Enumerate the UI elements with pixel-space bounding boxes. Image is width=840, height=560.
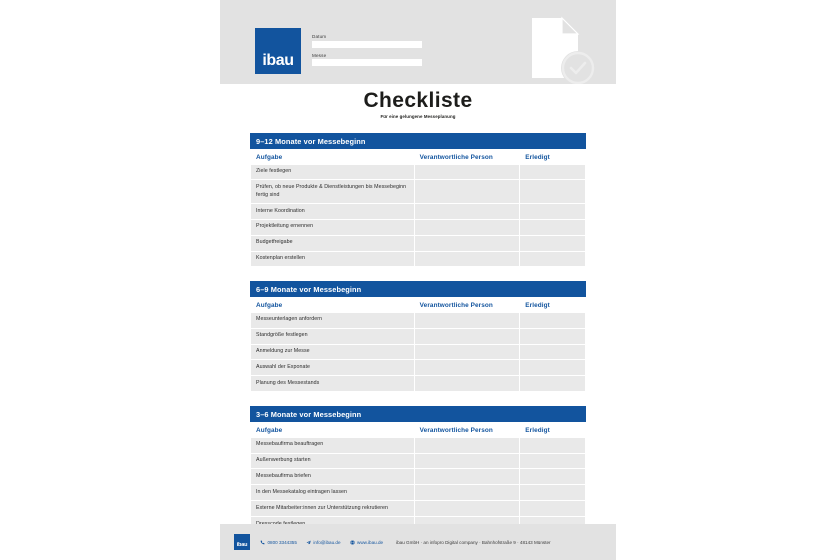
column-header-person: Verantwortliche Person	[419, 426, 493, 434]
task-cell: Prüfen, ob neue Produkte & Dienstleistungen bis Messebeginn fertig sind	[251, 180, 414, 203]
task-cell: Anmeldung zur Messe	[251, 345, 414, 360]
page-subtitle: Für eine gelungene Messeplanung	[380, 114, 456, 120]
person-cell[interactable]	[415, 313, 520, 328]
column-header-person: Verantwortliche Person	[419, 301, 493, 309]
table-header-row	[251, 150, 585, 164]
person-cell[interactable]	[415, 454, 520, 469]
table-row	[251, 252, 585, 267]
task-cell: Planung des Messestands	[251, 376, 414, 391]
done-cell[interactable]	[520, 236, 585, 251]
done-cell[interactable]	[520, 454, 585, 469]
done-cell[interactable]	[520, 438, 585, 453]
section-heading: 3–6 Monate vor Messebeginn	[250, 406, 586, 422]
task-cell: Budgetfreigabe	[251, 236, 414, 251]
document-check-icon	[514, 8, 610, 84]
person-cell[interactable]	[415, 204, 520, 219]
table-row	[251, 329, 585, 344]
ibau-logo-text: ibau	[262, 52, 294, 69]
document-page	[220, 0, 616, 560]
task-cell: Messeunterlagen anfordern	[251, 313, 414, 328]
person-cell[interactable]	[415, 485, 520, 500]
checklist-table	[250, 297, 586, 392]
table-row	[251, 469, 585, 484]
table-row	[251, 165, 585, 180]
page-title: Checkliste	[363, 89, 473, 112]
phone-icon	[260, 540, 265, 545]
footer-contacts	[260, 540, 551, 545]
table-header-row	[251, 298, 585, 312]
person-cell[interactable]	[415, 329, 520, 344]
mail-icon	[306, 540, 311, 545]
column-header-task: Aufgabe	[256, 426, 283, 434]
done-cell[interactable]	[520, 360, 585, 375]
column-header-task: Aufgabe	[256, 153, 283, 161]
done-cell[interactable]	[520, 485, 585, 500]
column-header-done: Erledigt	[525, 301, 550, 309]
column-header-task: Aufgabe	[256, 301, 283, 309]
person-cell[interactable]	[415, 360, 520, 375]
task-cell: Kostenplan erstellen	[251, 252, 414, 267]
footer-website-text: www.ibau.de	[357, 539, 384, 545]
section-heading: 9–12 Monate vor Messebeginn	[250, 133, 586, 149]
task-cell: Projektleitung ernennen	[251, 220, 414, 235]
task-cell: Externe Mitarbeiter:innen zur Unterstützung rekrutieren	[251, 501, 414, 516]
footer-website[interactable]	[350, 540, 384, 545]
date-input[interactable]	[312, 41, 422, 48]
person-cell[interactable]	[415, 376, 520, 391]
checklist-table	[250, 149, 586, 267]
table-row	[251, 313, 585, 328]
footer-email-text: info@ibau.de	[313, 539, 341, 545]
table-row	[251, 454, 585, 469]
footer-company-info: ibau GmbH · an infopro Digital company · Bahnhofstraße 9 · 48143 Münster	[396, 539, 551, 545]
table-row	[251, 501, 585, 516]
column-header-done: Erledigt	[525, 426, 550, 434]
table-row	[251, 345, 585, 360]
person-cell[interactable]	[415, 345, 520, 360]
footer-phone-text: 0800 3344355	[267, 539, 297, 545]
table-row	[251, 376, 585, 391]
column-header-person: Verantwortliche Person	[419, 153, 493, 161]
task-cell: Messebaufirma beauftragen	[251, 438, 414, 453]
table-header-row	[251, 423, 585, 437]
person-cell[interactable]	[415, 165, 520, 180]
done-cell[interactable]	[520, 180, 585, 203]
table-row	[251, 485, 585, 500]
done-cell[interactable]	[520, 469, 585, 484]
person-cell[interactable]	[415, 438, 520, 453]
done-cell[interactable]	[520, 204, 585, 219]
done-cell[interactable]	[520, 313, 585, 328]
footer-phone[interactable]	[260, 540, 297, 545]
globe-icon	[350, 540, 355, 545]
section-6-9-monate	[250, 281, 586, 392]
checklist-table	[250, 422, 586, 533]
task-cell: Messebaufirma briefen	[251, 469, 414, 484]
section-3-6-monate	[250, 406, 586, 533]
person-cell[interactable]	[415, 469, 520, 484]
header-form	[312, 34, 422, 71]
page-footer-band	[220, 524, 616, 560]
person-cell[interactable]	[415, 180, 520, 203]
task-cell: Interne Koordination	[251, 204, 414, 219]
done-cell[interactable]	[520, 165, 585, 180]
person-cell[interactable]	[415, 252, 520, 267]
done-cell[interactable]	[520, 252, 585, 267]
page-header-band	[220, 0, 616, 84]
done-cell[interactable]	[520, 329, 585, 344]
done-cell[interactable]	[520, 220, 585, 235]
table-row	[251, 438, 585, 453]
task-cell: Standgröße festlegen	[251, 329, 414, 344]
title-block	[220, 84, 616, 119]
fair-input[interactable]	[312, 59, 422, 66]
table-row	[251, 360, 585, 375]
table-row	[251, 220, 585, 235]
footer-ibau-logo	[234, 534, 250, 550]
table-row	[251, 204, 585, 219]
ibau-logo	[255, 28, 301, 74]
done-cell[interactable]	[520, 345, 585, 360]
footer-logo-text: ibau	[236, 541, 248, 548]
footer-email[interactable]	[306, 540, 341, 545]
checklist-sections	[220, 133, 616, 533]
date-label: Datum	[312, 34, 327, 39]
person-cell[interactable]	[415, 501, 520, 516]
person-cell[interactable]	[415, 236, 520, 251]
section-heading: 6–9 Monate vor Messebeginn	[250, 281, 586, 297]
task-cell: Auswahl der Exponate	[251, 360, 414, 375]
fair-label: Messe	[312, 52, 327, 58]
task-cell: Ziele festlegen	[251, 165, 414, 180]
task-cell: Außenwerbung starten	[251, 454, 414, 469]
done-cell[interactable]	[520, 501, 585, 516]
person-cell[interactable]	[415, 220, 520, 235]
table-row	[251, 236, 585, 251]
column-header-done: Erledigt	[525, 153, 550, 161]
done-cell[interactable]	[520, 376, 585, 391]
table-row	[251, 180, 585, 203]
section-9-12-monate	[250, 133, 586, 267]
task-cell: In den Messekatalog eintragen lassen	[251, 485, 414, 500]
